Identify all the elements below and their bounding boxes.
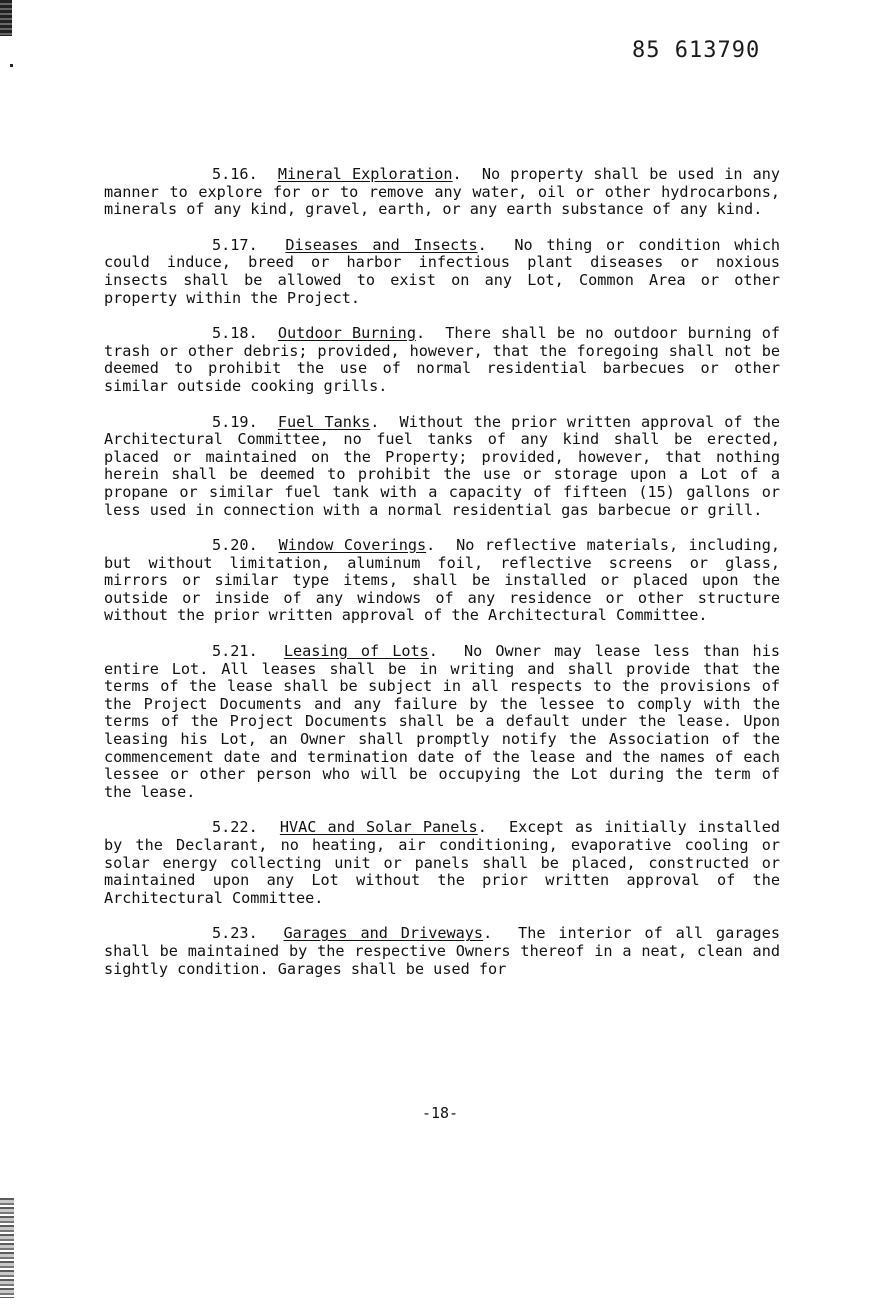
section-body: Except as initially installed by the Declarant, no heating, air conditioning, evaporative cooling or solar energy collecting unit or panels shall be placed, constructed or maintained upon any Lot without the prior written approval of the Architectural Committee. <box>104 818 780 907</box>
section-5-20: 5.20. Window Coverings. No reflective materials, including, but without limitation, aluminum foil, reflective screens or glass, mirrors or similar type items, shall be installed or placed upon the outside or inside of any windows of any residence or other structure without the prior written approval of the Architectural Committee. <box>104 536 780 625</box>
section-number: 5.17. <box>212 235 258 254</box>
section-body: There shall be no outdoor burning of trash or other debris; provided, however, that the foregoing shall not be deemed to prohibit the use of normal residential barbecues or other similar outside cooking grills. <box>104 324 781 395</box>
section-number: 5.21. <box>212 642 258 661</box>
scan-artifact-bottom <box>0 1198 14 1298</box>
document-body <box>104 166 780 996</box>
document-number: 85 613790 <box>632 38 761 63</box>
section-number: 5.20. <box>212 536 258 555</box>
section-body: Without the prior written approval of the Architectural Committee, no fuel tanks of any kind shall be erected, placed or maintained on the Property; provided, however, that nothing herein shall be deemed to prohibit the use or storage upon a Lot of a propane or similar fuel tank with a capacity of fifteen (15) gallons or less used in connection with a normal residential gas barbecue or grill. <box>104 412 781 519</box>
section-title: Outdoor Burning <box>277 324 416 343</box>
section-title: Fuel Tanks <box>277 412 371 431</box>
section-5-21: 5.21. Leasing of Lots. No Owner may lease less than his entire Lot. All leases shall be in writing and shall provide that the terms of the lease shall be subject in all respects to the provisions of the Project Documents and any failure by the lessee to comply with the terms of the Project Documents shall be a default under the lease. Upon leasing his Lot, an Owner shall promptly notify the Association of the commencement date and termination date of the lease and the names of each lessee or other person who will be occupying the Lot during the term of the lease. <box>104 642 780 801</box>
section-number: 5.16. <box>212 165 258 183</box>
section-body: No property shall be used in any manner to explore for or to remove any water, oil or other hydrocarbons, minerals of any kind, gravel, earth, or any earth substance of any kind. <box>104 165 781 219</box>
section-title: Diseases and Insects <box>285 235 478 254</box>
section-body: No reflective materials, including, but without limitation, aluminum foil, reflective screens or glass, mirrors or similar type items, shall be installed or placed upon the outside or inside of any windows of any residence or other structure without the prior written approval of the Architectural Committee. <box>104 536 780 625</box>
section-body: No thing or condition which could induce, breed or harbor infectious plant diseases or noxious insects shall be allowed to exist on any Lot, Common Area or other property within the Project. <box>104 235 780 307</box>
section-number: 5.23. <box>212 924 258 943</box>
scan-artifact-dot <box>10 64 13 67</box>
section-5-19: 5.19. Fuel Tanks. Without the prior written approval of the Architectural Committee, no fuel tanks of any kind shall be erected, placed or maintained on the Property; provided, however, that nothing herein shall be deemed to prohibit the use or storage upon a Lot of a propane or similar fuel tank with a capacity of fifteen (15) gallons or less used in connection with a normal residential gas barbecue or grill. <box>104 412 781 519</box>
section-body: The interior of all garages shall be maintained by the respective Owners thereof in a neat, clean and sightly condition. Garages shall be used for <box>104 924 780 978</box>
section-number: 5.22. <box>212 818 258 837</box>
section-title: Window Coverings <box>278 536 427 555</box>
section-5-22: 5.22. HVAC and Solar Panels. Except as initially installed by the Declarant, no heating, air conditioning, evaporative cooling or solar energy collecting unit or panels shall be placed, constructed or maintained upon any Lot without the prior written approval of the Architectural Committee. <box>104 818 780 907</box>
page-number: -18- <box>421 1104 459 1122</box>
section-5-16: 5.16. Mineral Exploration. No property shall be used in any manner to explore for or to remove any water, oil or other hydrocarbons, minerals of any kind, gravel, earth, or any earth substance of any kind. <box>104 165 781 219</box>
section-title: Leasing of Lots <box>283 642 429 661</box>
section-title: HVAC and Solar Panels <box>279 818 478 837</box>
section-body: No Owner may lease less than his entire Lot. All leases shall be in writing and shall provide that the terms of the lease shall be subject in all respects to the provisions of the Project Documents and any failure by the lessee to comply with the terms of the Project Documents shall be a default under the lease. Upon leasing his Lot, an Owner shall promptly notify the Association of the commencement date and termination date of the lease and the names of each lessee or other person who will be occupying the Lot during the term of the lease. <box>104 642 780 801</box>
scan-artifact-top <box>0 0 12 36</box>
section-number: 5.19. <box>212 412 258 431</box>
section-5-17: 5.17. Diseases and Insects. No thing or condition which could induce, breed or harbor infectious plant diseases or noxious insects shall be allowed to exist on any Lot, Common Area or other property within the Project. <box>104 235 780 307</box>
section-title: Mineral Exploration <box>277 165 453 183</box>
section-5-18: 5.18. Outdoor Burning. There shall be no outdoor burning of trash or other debris; provided, however, that the foregoing shall not be deemed to prohibit the use of normal residential barbecues or other similar outside cooking grills. <box>104 324 781 395</box>
section-5-23: 5.23. Garages and Driveways. The interior of all garages shall be maintained by the respective Owners thereof in a neat, clean and sightly condition. Garages shall be used for <box>104 924 780 978</box>
section-title: Garages and Driveways <box>283 924 484 943</box>
section-number: 5.18. <box>212 324 258 343</box>
